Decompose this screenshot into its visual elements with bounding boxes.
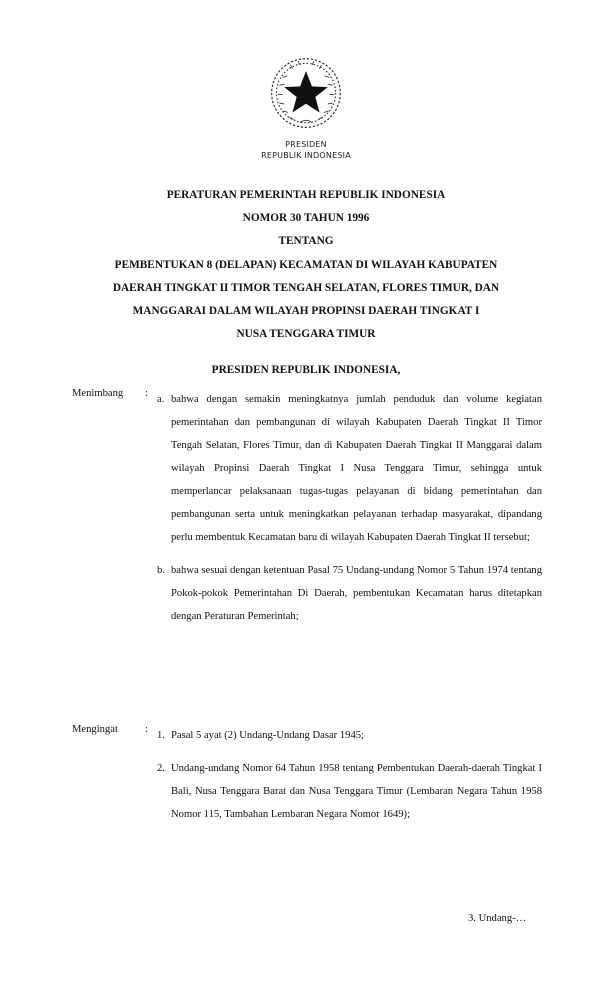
item-text: bahwa dengan semakin meningkatnya jumlah penduduk dan volume kegiatan pemerintahan dan pembangunan di wilayah Kabupaten Daerah Tingkat II Timor Tengah Selatan, Flores Timur, dan di Kabupaten Daerah Tingkat II Manggarai dalam wilayah Propinsi Daerah Tingkat I Nusa Tenggara Timur, sehingga untuk memperlancar pelaksanaan tugas-tugas pelayanan di bidang pemerintahan dan pembangunan serta untuk meningkatkan pelayanan terhadap masyarakat, dipandang perlu membentuk Kecamatan baru di wilayah Kabupaten Daerah Tingkat II tersebut;: [171, 394, 542, 543]
item-text: Undang-undang Nomor 64 Tahun 1958 tentang Pembentukan Daerah-daerah Tingkat I Bali, Nusa Tenggara Barat dan Nusa Tenggara Timur (Lembaran Negara Tahun 1958 Nomor 115, Tambahan Lembaran Negara Nomor 1649);: [171, 763, 542, 820]
title-line: DAERAH TINGKAT II TIMOR TENGAH SELATAN, FLORES TIMUR, DAN: [112, 281, 500, 294]
title-line: TENTANG: [278, 235, 334, 248]
list-item: [157, 559, 542, 628]
mengingat-section: [72, 724, 542, 826]
presidential-emblem-icon: [267, 54, 345, 132]
emblem-caption-republik: REPUBLIK INDONESIA: [261, 151, 351, 160]
emblem-caption-presiden: PRESIDEN: [285, 140, 327, 149]
item-number: b.: [157, 565, 165, 576]
title-line: MANGGARAI DALAM WILAYAH PROPINSI DAERAH TINGKAT I: [132, 305, 480, 318]
item-number: 1.: [157, 730, 165, 741]
title-line: NUSA TENGGARA TIMUR: [236, 328, 376, 341]
section-label: Menimbang: [72, 388, 124, 399]
list-item: [157, 757, 542, 826]
item-number: a.: [157, 394, 165, 405]
page-continuation: 3. Undang-…: [468, 913, 527, 924]
section-colon: :: [145, 724, 148, 735]
menimbang-section: [72, 388, 542, 628]
president-heading: PRESIDEN REPUBLIK INDONESIA,: [211, 364, 401, 376]
title-line: PEMBENTUKAN 8 (DELAPAN) KECAMATAN DI WILAYAH KABUPATEN: [114, 258, 498, 271]
title-line: NOMOR 30 TAHUN 1996: [242, 212, 370, 225]
item-text: bahwa sesuai dengan ketentuan Pasal 75 Undang-undang Nomor 5 Tahun 1974 tentang Pokok-pokok Pemerintahan Di Daerah, pembentukan Kecamatan harus ditetapkan dengan Peraturan Pemerintah;: [171, 565, 542, 622]
list-item: [157, 724, 542, 747]
title-line: PERATURAN PEMERINTAH REPUBLIK INDONESIA: [166, 189, 446, 201]
item-text: Pasal 5 ayat (2) Undang-Undang Dasar 1945;: [171, 730, 364, 741]
item-number: 2.: [157, 763, 165, 774]
section-colon: :: [145, 388, 148, 399]
document-title: [0, 184, 612, 346]
list-item: [157, 388, 542, 549]
section-label: Mengingat: [72, 724, 118, 735]
